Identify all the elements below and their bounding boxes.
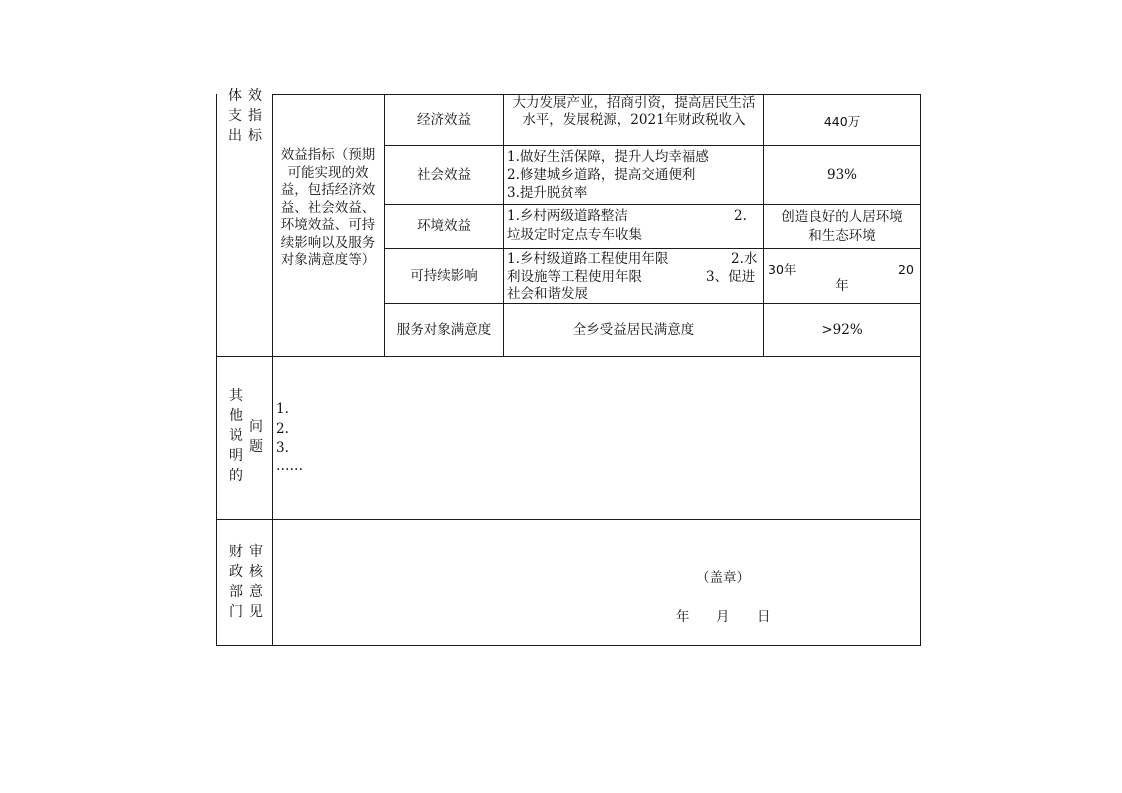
section-heading-col2: 效指标 <box>248 88 262 144</box>
row-name-environment: 环境效益 <box>417 218 471 234</box>
date-day: 日 <box>757 609 771 625</box>
row-content-environment-line1-right: 2. <box>734 208 747 224</box>
rule-row1 <box>384 145 920 146</box>
row-content-social-line3: 3.提升脱贫率 <box>507 185 588 201</box>
rule-left-inner <box>272 94 273 646</box>
row-name-social: 社会效益 <box>417 167 471 183</box>
row-content-sustainability-line2-right: 3、促进 <box>706 269 756 285</box>
row-name-satisfaction: 服务对象满意度 <box>396 322 492 338</box>
other-item-2: 2. <box>276 421 289 437</box>
rule-row2 <box>384 204 920 205</box>
row-content-sustainability-line2-left: 利设施等工程使用年限 <box>507 269 642 285</box>
row-content-social-line2: 2.修建城乡道路，提高交通便利 <box>507 167 696 183</box>
rule-section2-end <box>216 519 920 520</box>
row-name-sustainability: 可持续影响 <box>410 268 478 284</box>
row-content-economic: 大力发展产业，招商引资，提高居民生活水平，发展税源，2021年财政税收入 <box>512 95 756 128</box>
seal-label: （盖章） <box>696 570 750 586</box>
other-heading-col2: 问题 <box>249 419 263 455</box>
row-content-sustainability-line1-left: 1.乡村级道路工程使用年限 <box>507 251 669 267</box>
row-target-economic: 440万 <box>823 114 861 129</box>
finance-heading-col2: 审核意见 <box>249 544 263 620</box>
rule-right-outer <box>920 94 921 646</box>
rule-bottom <box>216 645 920 646</box>
rule-row4 <box>384 303 920 304</box>
row-target-social: 93% <box>826 167 857 183</box>
row-content-sustainability-line3: 社会和谐发展 <box>507 286 588 302</box>
rule-col-name <box>503 94 504 357</box>
other-item-3: 3. <box>276 440 289 456</box>
row-target-sustainability-line1-right: 20 <box>898 262 914 277</box>
row-content-environment-line2: 垃圾定时定点专车收集 <box>507 227 642 243</box>
row-target-sustainability-line1-left: 30年 <box>768 262 797 277</box>
row-content-environment-line1-left: 1.乡村两级道路整洁 <box>507 208 628 224</box>
section-heading-col1: 体支出 <box>228 88 242 144</box>
rule-left-outer <box>216 94 217 646</box>
date-month: 月 <box>716 609 730 625</box>
row-target-sustainability-line2: 年 <box>835 278 849 294</box>
row-target-environment-line2: 和生态环境 <box>808 228 876 244</box>
row-content-satisfaction: 全乡受益居民满意度 <box>572 322 695 338</box>
row-content-sustainability-line1-right: 2.水 <box>731 251 758 267</box>
row-target-satisfaction: >92% <box>821 322 863 338</box>
row-target-environment-line1: 创造良好的人居环境 <box>781 209 903 225</box>
date-year: 年 <box>676 609 690 625</box>
row-content-social-line1: 1.做好生活保障，提升人均幸福感 <box>507 149 709 165</box>
other-item-ellipsis: …… <box>276 458 303 474</box>
finance-heading-col1: 财政部门 <box>229 544 243 620</box>
row-name-economic: 经济效益 <box>417 112 471 128</box>
rule-row3 <box>384 248 920 249</box>
other-heading-col1: 其他说明的 <box>229 388 243 484</box>
rule-section1-end <box>216 356 920 357</box>
benefit-indicator-label: 效益指标（预期可能实现的效益，包括经济效益、社会效益、环境效益、可持续影响以及服务对象满意度等） <box>280 147 376 268</box>
other-item-1: 1. <box>276 401 289 417</box>
